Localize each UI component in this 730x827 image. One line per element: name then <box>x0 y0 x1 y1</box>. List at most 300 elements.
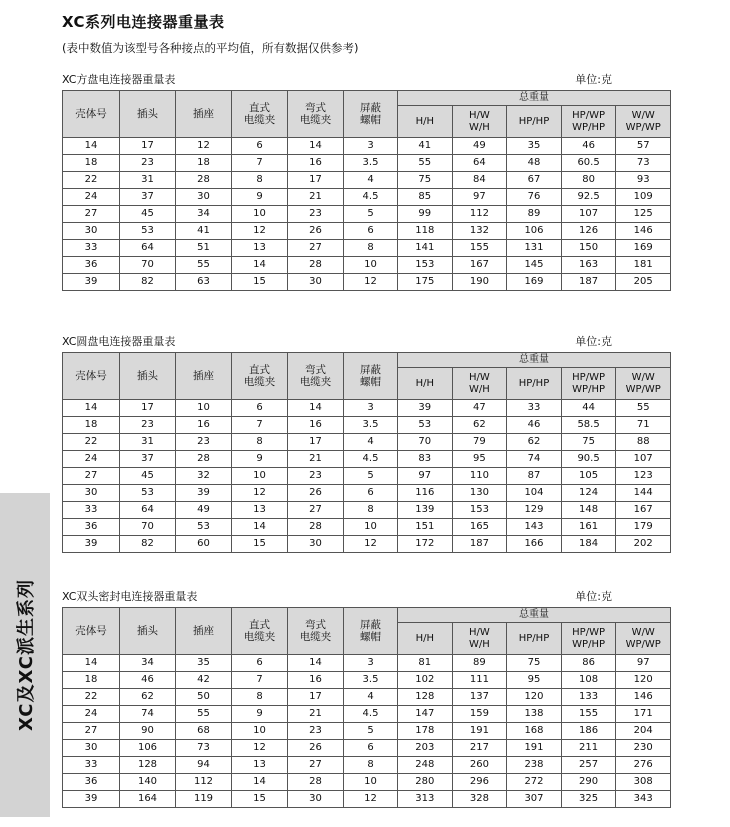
header-weight-col: HP/HP <box>507 623 562 655</box>
table-cell: 4.5 <box>344 451 398 468</box>
table-cell: 55 <box>398 155 453 172</box>
table-cell: 9 <box>232 189 288 206</box>
table-cell: 146 <box>616 223 671 240</box>
table-cell: 307 <box>507 791 562 808</box>
table-row <box>63 519 671 536</box>
header-total-weight: 总重量 <box>398 91 671 106</box>
header-straight-clamp: 直式 电缆夹 <box>232 353 288 400</box>
table-cell: 80 <box>561 172 616 189</box>
table-cell: 132 <box>452 223 507 240</box>
table-cell: 45 <box>120 468 176 485</box>
table-cell: 47 <box>452 400 507 417</box>
table-cell: 53 <box>120 485 176 502</box>
table-cell: 24 <box>63 189 120 206</box>
table-cell: 130 <box>452 485 507 502</box>
table-cell: 41 <box>176 223 232 240</box>
table-cell: 76 <box>507 189 562 206</box>
table-cell: 191 <box>452 723 507 740</box>
table-cell: 35 <box>507 138 562 155</box>
header-screen-nut: 屏蔽 螺帽 <box>344 353 398 400</box>
table-cell: 120 <box>507 689 562 706</box>
table-cell: 165 <box>452 519 507 536</box>
table-cell: 36 <box>63 257 120 274</box>
table-cell: 22 <box>63 689 120 706</box>
table-cell: 148 <box>561 502 616 519</box>
table-row <box>63 655 671 672</box>
table-row <box>63 138 671 155</box>
table-cell: 49 <box>452 138 507 155</box>
table-cell: 71 <box>616 417 671 434</box>
table-cell: 81 <box>398 655 453 672</box>
table-cell: 28 <box>288 774 344 791</box>
table-cell: 308 <box>616 774 671 791</box>
table-cell: 143 <box>507 519 562 536</box>
side-tab-label: XC及XC派生系列 <box>16 579 37 731</box>
table-cell: 6 <box>232 655 288 672</box>
table-cell: 60.5 <box>561 155 616 172</box>
table-cell: 23 <box>120 417 176 434</box>
table-cell: 39 <box>176 485 232 502</box>
table-cell: 6 <box>344 223 398 240</box>
table-cell: 85 <box>398 189 453 206</box>
table-cell: 118 <box>398 223 453 240</box>
table-cell: 67 <box>507 172 562 189</box>
table-cell: 37 <box>120 189 176 206</box>
header-socket: 插座 <box>176 91 232 138</box>
header-bent-clamp: 弯式 电缆夹 <box>288 91 344 138</box>
table-cell: 164 <box>120 791 176 808</box>
header-weight-col: H/W W/H <box>452 106 507 138</box>
table-cell: 260 <box>452 757 507 774</box>
table-title: XC方盘电连接器重量表 <box>62 73 176 86</box>
table-cell: 95 <box>452 451 507 468</box>
header-total-weight: 总重量 <box>398 353 671 368</box>
table-row <box>63 206 671 223</box>
table-cell: 109 <box>616 189 671 206</box>
table-cell: 6 <box>344 485 398 502</box>
unit-label: 单位:克 <box>575 335 612 348</box>
table-cell: 33 <box>63 502 120 519</box>
table-cell: 84 <box>452 172 507 189</box>
header-screen-nut: 屏蔽 螺帽 <box>344 91 398 138</box>
table-cell: 168 <box>507 723 562 740</box>
weight-table <box>62 352 671 553</box>
table-cell: 55 <box>176 706 232 723</box>
table-cell: 13 <box>232 240 288 257</box>
header-weight-col: H/W W/H <box>452 623 507 655</box>
table-cell: 4.5 <box>344 189 398 206</box>
table-row <box>63 417 671 434</box>
table-cell: 22 <box>63 172 120 189</box>
table-cell: 21 <box>288 706 344 723</box>
table-cell: 272 <box>507 774 562 791</box>
table-cell: 172 <box>398 536 453 553</box>
table-cell: 16 <box>176 417 232 434</box>
table-cell: 133 <box>561 689 616 706</box>
table-cell: 90 <box>120 723 176 740</box>
header-plug: 插头 <box>120 91 176 138</box>
table-cell: 35 <box>176 655 232 672</box>
table-cell: 111 <box>452 672 507 689</box>
table-cell: 159 <box>452 706 507 723</box>
table-cell: 106 <box>120 740 176 757</box>
table-cell: 62 <box>507 434 562 451</box>
table-cell: 280 <box>398 774 453 791</box>
table-cell: 12 <box>232 485 288 502</box>
table-cell: 204 <box>616 723 671 740</box>
table-cell: 14 <box>288 400 344 417</box>
table-cell: 343 <box>616 791 671 808</box>
table-cell: 202 <box>616 536 671 553</box>
table-cell: 8 <box>232 172 288 189</box>
table-cell: 14 <box>232 774 288 791</box>
table-cell: 125 <box>616 206 671 223</box>
table-cell: 171 <box>616 706 671 723</box>
table-cell: 150 <box>561 240 616 257</box>
table-cell: 131 <box>507 240 562 257</box>
table-cell: 290 <box>561 774 616 791</box>
table-cell: 139 <box>398 502 453 519</box>
table-cell: 3.5 <box>344 672 398 689</box>
table-cell: 57 <box>616 138 671 155</box>
table-cell: 5 <box>344 723 398 740</box>
table-cell: 16 <box>288 672 344 689</box>
table-row <box>63 451 671 468</box>
table-cell: 16 <box>288 155 344 172</box>
table-cell: 124 <box>561 485 616 502</box>
table-cell: 184 <box>561 536 616 553</box>
table-cell: 12 <box>344 536 398 553</box>
table-cell: 39 <box>63 536 120 553</box>
table-cell: 21 <box>288 189 344 206</box>
table-cell: 178 <box>398 723 453 740</box>
table-row <box>63 257 671 274</box>
table-cell: 30 <box>63 740 120 757</box>
table-cell: 83 <box>398 451 453 468</box>
header-bent-clamp: 弯式 电缆夹 <box>288 608 344 655</box>
table-cell: 74 <box>120 706 176 723</box>
table-cell: 4.5 <box>344 706 398 723</box>
table-cell: 14 <box>63 655 120 672</box>
table-cell: 179 <box>616 519 671 536</box>
table-row <box>63 706 671 723</box>
table-cell: 39 <box>63 791 120 808</box>
table-cell: 120 <box>616 672 671 689</box>
table-cell: 104 <box>507 485 562 502</box>
table-cell: 26 <box>288 740 344 757</box>
table-cell: 9 <box>232 451 288 468</box>
table-cell: 7 <box>232 672 288 689</box>
table-cell: 137 <box>452 689 507 706</box>
table-cell: 138 <box>507 706 562 723</box>
table-cell: 12 <box>176 138 232 155</box>
unit-label: 单位:克 <box>575 73 612 86</box>
table-cell: 53 <box>176 519 232 536</box>
table-cell: 17 <box>120 400 176 417</box>
table-cell: 64 <box>120 240 176 257</box>
table-cell: 4 <box>344 434 398 451</box>
table-cell: 155 <box>561 706 616 723</box>
table-cell: 276 <box>616 757 671 774</box>
table-cell: 75 <box>507 655 562 672</box>
table-cell: 23 <box>288 468 344 485</box>
header-shell: 壳体号 <box>63 91 120 138</box>
side-tab <box>0 493 50 817</box>
header-weight-col: H/H <box>398 106 453 138</box>
table-cell: 89 <box>452 655 507 672</box>
header-weight-col: HP/WP WP/HP <box>561 106 616 138</box>
table-row <box>63 485 671 502</box>
header-bent-clamp: 弯式 电缆夹 <box>288 353 344 400</box>
header-plug: 插头 <box>120 353 176 400</box>
table-cell: 3.5 <box>344 417 398 434</box>
table-cell: 18 <box>176 155 232 172</box>
table-cell: 36 <box>63 519 120 536</box>
table-cell: 325 <box>561 791 616 808</box>
table-cell: 75 <box>398 172 453 189</box>
table-row <box>63 400 671 417</box>
table-cell: 313 <box>398 791 453 808</box>
table-cell: 10 <box>232 468 288 485</box>
table-cell: 128 <box>398 689 453 706</box>
table-cell: 163 <box>561 257 616 274</box>
table-cell: 257 <box>561 757 616 774</box>
table-cell: 187 <box>452 536 507 553</box>
table-cell: 39 <box>63 274 120 291</box>
table-cell: 15 <box>232 536 288 553</box>
table-cell: 14 <box>63 400 120 417</box>
header-weight-col: HP/WP WP/HP <box>561 368 616 400</box>
table-cell: 161 <box>561 519 616 536</box>
table-cell: 93 <box>616 172 671 189</box>
table-cell: 105 <box>561 468 616 485</box>
table-cell: 13 <box>232 757 288 774</box>
table-cell: 145 <box>507 257 562 274</box>
table-cell: 238 <box>507 757 562 774</box>
table-cell: 21 <box>288 451 344 468</box>
table-cell: 24 <box>63 706 120 723</box>
table-cell: 123 <box>616 468 671 485</box>
table-cell: 17 <box>120 138 176 155</box>
table-cell: 46 <box>120 672 176 689</box>
table-cell: 31 <box>120 172 176 189</box>
table-cell: 167 <box>616 502 671 519</box>
table-cell: 26 <box>288 485 344 502</box>
table-cell: 151 <box>398 519 453 536</box>
table-cell: 6 <box>232 400 288 417</box>
table-cell: 13 <box>232 502 288 519</box>
table-cell: 79 <box>452 434 507 451</box>
table-row <box>63 274 671 291</box>
table-row <box>63 740 671 757</box>
table-cell: 97 <box>616 655 671 672</box>
table-cell: 190 <box>452 274 507 291</box>
table-cell: 53 <box>120 223 176 240</box>
table-cell: 62 <box>120 689 176 706</box>
table-cell: 175 <box>398 274 453 291</box>
table-cell: 18 <box>63 417 120 434</box>
table-row <box>63 757 671 774</box>
table-cell: 203 <box>398 740 453 757</box>
table-cell: 10 <box>232 723 288 740</box>
table-row <box>63 536 671 553</box>
table-cell: 186 <box>561 723 616 740</box>
table-cell: 27 <box>63 206 120 223</box>
table-cell: 97 <box>398 468 453 485</box>
table-cell: 27 <box>288 502 344 519</box>
table-cell: 166 <box>507 536 562 553</box>
table-cell: 17 <box>288 689 344 706</box>
table-cell: 14 <box>63 138 120 155</box>
table-row <box>63 434 671 451</box>
table-cell: 44 <box>561 400 616 417</box>
table-cell: 5 <box>344 206 398 223</box>
table-cell: 88 <box>616 434 671 451</box>
table-cell: 36 <box>63 774 120 791</box>
table-row <box>63 189 671 206</box>
table-cell: 4 <box>344 689 398 706</box>
table-row <box>63 791 671 808</box>
table-cell: 70 <box>398 434 453 451</box>
header-weight-col: H/H <box>398 368 453 400</box>
table-cell: 51 <box>176 240 232 257</box>
table-row <box>63 689 671 706</box>
table-cell: 230 <box>616 740 671 757</box>
table-cell: 53 <box>398 417 453 434</box>
table-cell: 32 <box>176 468 232 485</box>
table-cell: 48 <box>507 155 562 172</box>
table-cell: 147 <box>398 706 453 723</box>
table-cell: 129 <box>507 502 562 519</box>
table-cell: 10 <box>344 257 398 274</box>
table-cell: 34 <box>120 655 176 672</box>
table-cell: 14 <box>232 519 288 536</box>
table-title: XC双头密封电连接器重量表 <box>62 590 198 603</box>
table-cell: 108 <box>561 672 616 689</box>
table-cell: 153 <box>398 257 453 274</box>
table-cell: 30 <box>288 536 344 553</box>
table-cell: 64 <box>120 502 176 519</box>
header-plug: 插头 <box>120 608 176 655</box>
table-cell: 328 <box>452 791 507 808</box>
table-cell: 296 <box>452 774 507 791</box>
table-cell: 30 <box>63 223 120 240</box>
table-row <box>63 723 671 740</box>
table-cell: 102 <box>398 672 453 689</box>
table-cell: 46 <box>561 138 616 155</box>
table-cell: 92.5 <box>561 189 616 206</box>
page-title: XC系列电连接器重量表 <box>62 13 225 31</box>
table-cell: 10 <box>344 774 398 791</box>
table-cell: 82 <box>120 536 176 553</box>
table-cell: 24 <box>63 451 120 468</box>
table-row <box>63 502 671 519</box>
table-row <box>63 155 671 172</box>
table-row <box>63 223 671 240</box>
table-cell: 27 <box>288 240 344 257</box>
table-cell: 16 <box>288 417 344 434</box>
table-cell: 97 <box>452 189 507 206</box>
page-note: (表中数值为该型号各种接点的平均值，所有数据仅供参考) <box>62 41 359 55</box>
table-cell: 49 <box>176 502 232 519</box>
table-cell: 70 <box>120 519 176 536</box>
table-cell: 14 <box>288 655 344 672</box>
table-cell: 28 <box>176 172 232 189</box>
table-cell: 10 <box>232 206 288 223</box>
header-screen-nut: 屏蔽 螺帽 <box>344 608 398 655</box>
table-cell: 27 <box>63 723 120 740</box>
table-cell: 50 <box>176 689 232 706</box>
table-cell: 55 <box>176 257 232 274</box>
table-cell: 28 <box>288 519 344 536</box>
table-cell: 95 <box>507 672 562 689</box>
table-cell: 191 <box>507 740 562 757</box>
table-cell: 28 <box>288 257 344 274</box>
table-cell: 144 <box>616 485 671 502</box>
table-cell: 8 <box>344 757 398 774</box>
header-weight-col: W/W WP/WP <box>616 623 671 655</box>
table-cell: 34 <box>176 206 232 223</box>
table-cell: 17 <box>288 434 344 451</box>
header-straight-clamp: 直式 电缆夹 <box>232 608 288 655</box>
weight-table <box>62 90 671 291</box>
table-cell: 46 <box>507 417 562 434</box>
table-cell: 86 <box>561 655 616 672</box>
table-cell: 30 <box>288 791 344 808</box>
table-cell: 110 <box>452 468 507 485</box>
table-cell: 167 <box>452 257 507 274</box>
table-cell: 23 <box>288 206 344 223</box>
table-cell: 3 <box>344 655 398 672</box>
table-cell: 75 <box>561 434 616 451</box>
table-cell: 126 <box>561 223 616 240</box>
table-cell: 33 <box>507 400 562 417</box>
table-cell: 128 <box>120 757 176 774</box>
header-weight-col: W/W WP/WP <box>616 368 671 400</box>
table-cell: 12 <box>344 791 398 808</box>
table-cell: 33 <box>63 240 120 257</box>
table-cell: 45 <box>120 206 176 223</box>
table-cell: 12 <box>232 223 288 240</box>
table-cell: 27 <box>63 468 120 485</box>
table-cell: 9 <box>232 706 288 723</box>
header-shell: 壳体号 <box>63 353 120 400</box>
table-cell: 217 <box>452 740 507 757</box>
table-cell: 41 <box>398 138 453 155</box>
table-cell: 58.5 <box>561 417 616 434</box>
header-weight-col: H/H <box>398 623 453 655</box>
table-cell: 3.5 <box>344 155 398 172</box>
table-cell: 15 <box>232 274 288 291</box>
table-cell: 146 <box>616 689 671 706</box>
table-cell: 94 <box>176 757 232 774</box>
header-weight-col: HP/WP WP/HP <box>561 623 616 655</box>
table-row <box>63 672 671 689</box>
table-cell: 7 <box>232 155 288 172</box>
table-cell: 169 <box>616 240 671 257</box>
table-cell: 99 <box>398 206 453 223</box>
table-cell: 64 <box>452 155 507 172</box>
table-cell: 112 <box>452 206 507 223</box>
header-weight-col: HP/HP <box>507 368 562 400</box>
table-cell: 248 <box>398 757 453 774</box>
table-cell: 169 <box>507 274 562 291</box>
table-cell: 141 <box>398 240 453 257</box>
table-cell: 74 <box>507 451 562 468</box>
unit-label: 单位:克 <box>575 590 612 603</box>
table-cell: 10 <box>176 400 232 417</box>
table-cell: 23 <box>176 434 232 451</box>
